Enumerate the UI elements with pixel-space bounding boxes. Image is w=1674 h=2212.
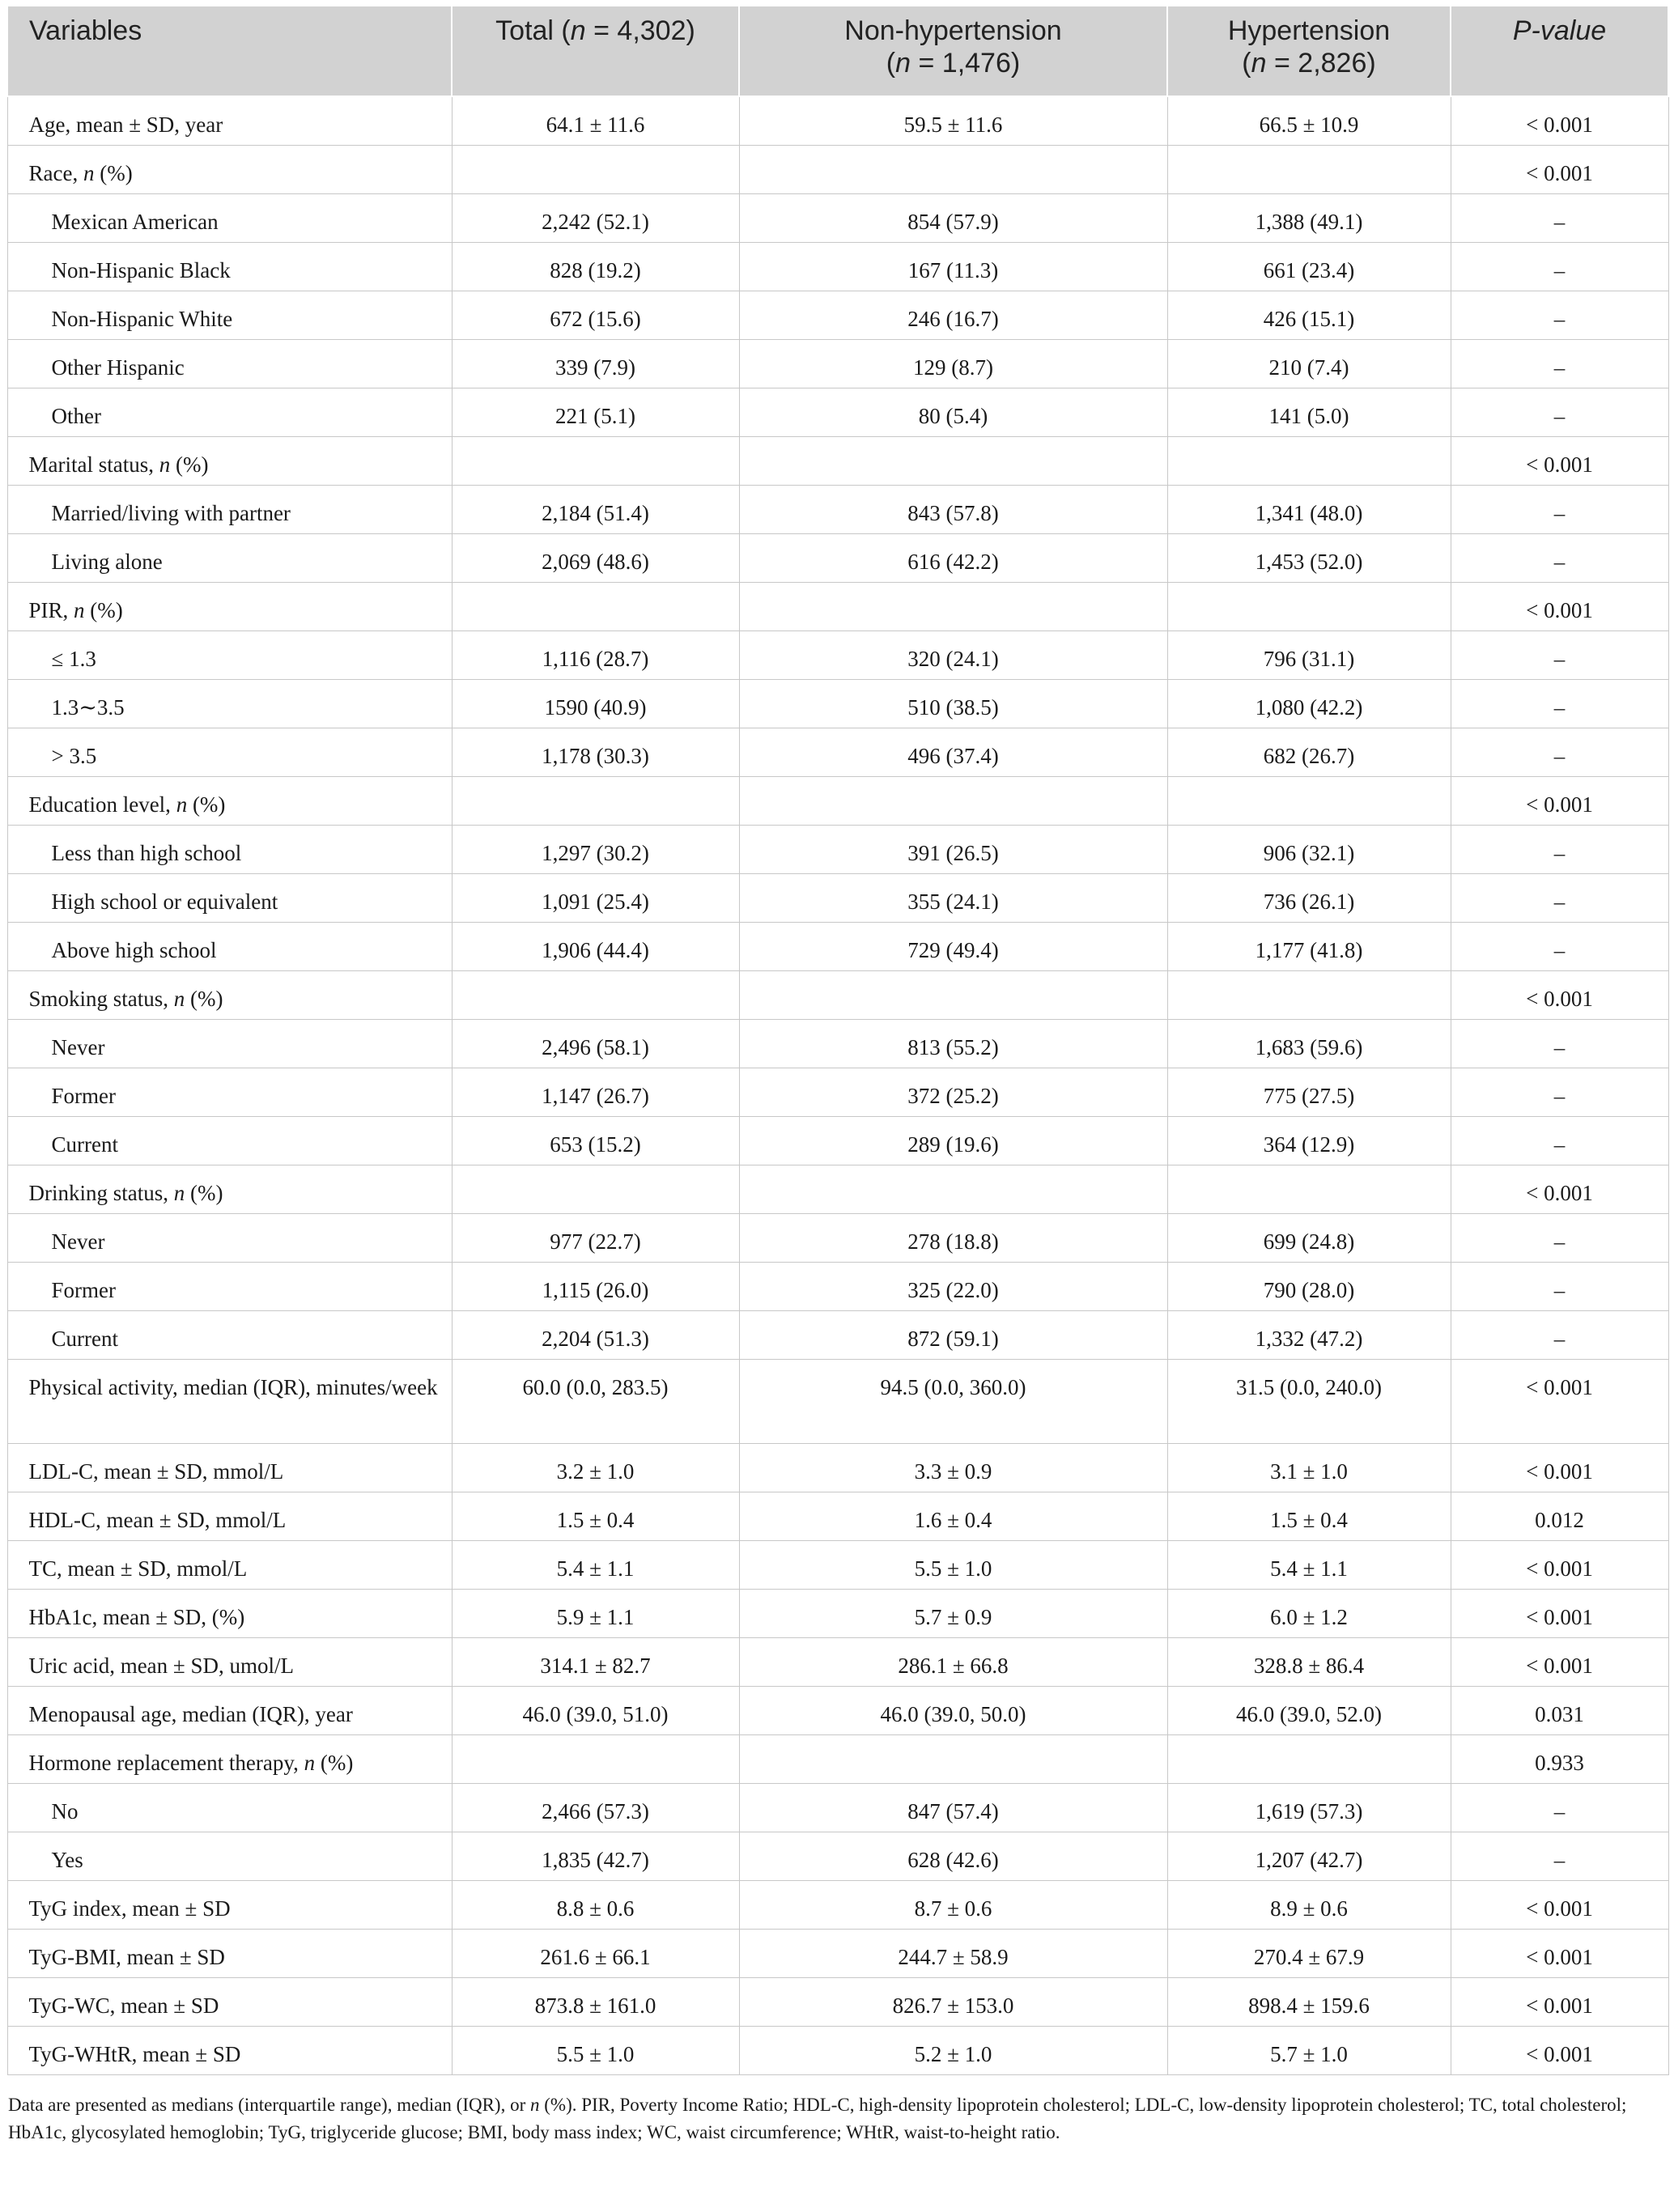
row-label: Former [7, 1262, 452, 1310]
cell-non-hypertension: 372 (25.2) [739, 1068, 1167, 1116]
cell-non-hypertension: 391 (26.5) [739, 825, 1167, 873]
cell-hypertension: 328.8 ± 86.4 [1167, 1637, 1451, 1686]
cell-p-value: – [1451, 873, 1668, 922]
cell-total: 1590 (40.9) [452, 679, 739, 728]
table-header [7, 6, 1668, 96]
table-row [7, 533, 1668, 582]
cell-non-hypertension: 325 (22.0) [739, 1262, 1167, 1310]
cell-non-hypertension: 510 (38.5) [739, 679, 1167, 728]
table-row [7, 1019, 1668, 1068]
table-row [7, 96, 1668, 145]
cell-total: 2,184 (51.4) [452, 485, 739, 533]
table-row [7, 291, 1668, 339]
cell-non-hypertension: 1.6 ± 0.4 [739, 1492, 1167, 1540]
cell-hypertension: 1,453 (52.0) [1167, 533, 1451, 582]
header-p-value [1451, 6, 1668, 96]
cell-non-hypertension: 246 (16.7) [739, 291, 1167, 339]
cell-p-value: < 0.001 [1451, 2026, 1668, 2074]
cell-hypertension: 1.5 ± 0.4 [1167, 1492, 1451, 1540]
cell-total: 1,116 (28.7) [452, 630, 739, 679]
row-label: TC, mean ± SD, mmol/L [7, 1540, 452, 1589]
cell-p-value: – [1451, 291, 1668, 339]
table-row [7, 1443, 1668, 1492]
header-nonhyp-n: n [895, 48, 911, 79]
cell-total: 1,835 (42.7) [452, 1832, 739, 1880]
row-label: Current [7, 1116, 452, 1165]
table-row [7, 1310, 1668, 1359]
cell-p-value: < 0.001 [1451, 970, 1668, 1019]
cell-total: 2,069 (48.6) [452, 533, 739, 582]
cell-hypertension: 1,388 (49.1) [1167, 193, 1451, 242]
table-row [7, 1686, 1668, 1734]
cell-p-value: – [1451, 1310, 1668, 1359]
table-row [7, 1977, 1668, 2026]
cell-p-value: – [1451, 1116, 1668, 1165]
cell-hypertension: 46.0 (39.0, 52.0) [1167, 1686, 1451, 1734]
cell-hypertension [1167, 436, 1451, 485]
cell-hypertension: 31.5 (0.0, 240.0) [1167, 1359, 1451, 1443]
table-row [7, 1832, 1668, 1880]
row-label: Education level, n (%) [7, 776, 452, 825]
cell-hypertension: 1,683 (59.6) [1167, 1019, 1451, 1068]
cell-hypertension: 898.4 ± 159.6 [1167, 1977, 1451, 2026]
cell-hypertension: 1,619 (57.3) [1167, 1783, 1451, 1832]
header-variables: Variables [7, 6, 452, 96]
table-row [7, 1262, 1668, 1310]
cell-total: 261.6 ± 66.1 [452, 1929, 739, 1977]
cell-total: 2,496 (58.1) [452, 1019, 739, 1068]
cell-p-value: < 0.001 [1451, 1589, 1668, 1637]
row-label: TyG index, mean ± SD [7, 1880, 452, 1929]
row-label: Physical activity, median (IQR), minutes/week [7, 1359, 452, 1443]
row-label: Drinking status, n (%) [7, 1165, 452, 1213]
cell-non-hypertension: 872 (59.1) [739, 1310, 1167, 1359]
row-label: High school or equivalent [7, 873, 452, 922]
cell-non-hypertension: 847 (57.4) [739, 1783, 1167, 1832]
cell-non-hypertension: 46.0 (39.0, 50.0) [739, 1686, 1167, 1734]
table-footnote: Data are presented as medians (interquartile range), median (IQR), or n (%). PIR, Poverty Income Ratio; HDL-C, high-density lipoprotein cholesterol; LDL-C, low-density lipoprotein cholesterol; TC, total cholesterol; HbA1c, glycosylated hemoglobin; TyG, triglyceride glucose; BMI, body mass index; WC, waist circumference; WHtR, waist-to-height ratio. [8, 2094, 1627, 2142]
row-label: Menopausal age, median (IQR), year [7, 1686, 452, 1734]
cell-p-value: – [1451, 1262, 1668, 1310]
table-row [7, 1540, 1668, 1589]
cell-non-hypertension [739, 436, 1167, 485]
cell-p-value: < 0.001 [1451, 1443, 1668, 1492]
table-row [7, 193, 1668, 242]
cell-hypertension: 66.5 ± 10.9 [1167, 96, 1451, 145]
table-row [7, 1213, 1668, 1262]
row-label: Yes [7, 1832, 452, 1880]
cell-hypertension [1167, 145, 1451, 193]
header-nonhyp-suffix: = 1,476) [911, 48, 1021, 79]
cell-hypertension: 6.0 ± 1.2 [1167, 1589, 1451, 1637]
cell-p-value: < 0.001 [1451, 436, 1668, 485]
cell-total: 1,115 (26.0) [452, 1262, 739, 1310]
cell-non-hypertension: 628 (42.6) [739, 1832, 1167, 1880]
header-hyp-n: n [1251, 48, 1267, 79]
cell-p-value: < 0.001 [1451, 776, 1668, 825]
table-row [7, 1637, 1668, 1686]
cell-non-hypertension: 320 (24.1) [739, 630, 1167, 679]
cell-total: 64.1 ± 11.6 [452, 96, 739, 145]
cell-non-hypertension: 496 (37.4) [739, 728, 1167, 776]
cell-non-hypertension: 616 (42.2) [739, 533, 1167, 582]
cell-non-hypertension: 729 (49.4) [739, 922, 1167, 970]
table-body [7, 96, 1668, 2074]
cell-hypertension: 661 (23.4) [1167, 242, 1451, 291]
cell-p-value: – [1451, 1783, 1668, 1832]
cell-p-value: < 0.001 [1451, 582, 1668, 630]
cell-total: 314.1 ± 82.7 [452, 1637, 739, 1686]
cell-p-value: – [1451, 533, 1668, 582]
header-hypertension [1167, 6, 1451, 96]
table-row [7, 339, 1668, 388]
cell-non-hypertension: 843 (57.8) [739, 485, 1167, 533]
cell-non-hypertension [739, 1165, 1167, 1213]
cell-non-hypertension: 5.5 ± 1.0 [739, 1540, 1167, 1589]
header-total-n: n [570, 15, 586, 46]
table-row [7, 436, 1668, 485]
cell-hypertension [1167, 1165, 1451, 1213]
cell-total: 60.0 (0.0, 283.5) [452, 1359, 739, 1443]
cell-non-hypertension: 80 (5.4) [739, 388, 1167, 436]
row-label: No [7, 1783, 452, 1832]
cell-total: 339 (7.9) [452, 339, 739, 388]
cell-hypertension: 906 (32.1) [1167, 825, 1451, 873]
cell-hypertension [1167, 582, 1451, 630]
table-row [7, 1783, 1668, 1832]
row-label: TyG-BMI, mean ± SD [7, 1929, 452, 1977]
cell-total [452, 1165, 739, 1213]
cell-total: 5.9 ± 1.1 [452, 1589, 739, 1637]
table-row [7, 145, 1668, 193]
cell-p-value: – [1451, 728, 1668, 776]
cell-hypertension: 682 (26.7) [1167, 728, 1451, 776]
cell-non-hypertension [739, 145, 1167, 193]
cell-total: 221 (5.1) [452, 388, 739, 436]
table-row [7, 2026, 1668, 2074]
cell-p-value: < 0.001 [1451, 1540, 1668, 1589]
cell-p-value: < 0.001 [1451, 1359, 1668, 1443]
cell-hypertension: 141 (5.0) [1167, 388, 1451, 436]
cell-total [452, 145, 739, 193]
row-label: Living alone [7, 533, 452, 582]
cell-hypertension: 8.9 ± 0.6 [1167, 1880, 1451, 1929]
header-total-prefix: Total ( [495, 15, 571, 46]
cell-non-hypertension: 813 (55.2) [739, 1019, 1167, 1068]
cell-total [452, 436, 739, 485]
cell-total: 1,178 (30.3) [452, 728, 739, 776]
cell-total: 2,466 (57.3) [452, 1783, 739, 1832]
header-hyp-prefix: ( [1242, 48, 1251, 79]
table-row [7, 728, 1668, 776]
cell-p-value: – [1451, 679, 1668, 728]
header-total-suffix: = 4,302) [585, 15, 695, 46]
cell-p-value: – [1451, 1019, 1668, 1068]
row-label: Age, mean ± SD, year [7, 96, 452, 145]
cell-hypertension: 1,332 (47.2) [1167, 1310, 1451, 1359]
row-label: > 3.5 [7, 728, 452, 776]
cell-non-hypertension: 826.7 ± 153.0 [739, 1977, 1167, 2026]
cell-non-hypertension: 8.7 ± 0.6 [739, 1880, 1167, 1929]
cell-p-value: 0.012 [1451, 1492, 1668, 1540]
cell-non-hypertension: 59.5 ± 11.6 [739, 96, 1167, 145]
row-label: Other [7, 388, 452, 436]
header-total [452, 6, 739, 96]
cell-hypertension: 426 (15.1) [1167, 291, 1451, 339]
cell-p-value: – [1451, 825, 1668, 873]
cell-hypertension [1167, 776, 1451, 825]
cell-non-hypertension [739, 582, 1167, 630]
table-row [7, 1116, 1668, 1165]
header-non-hypertension [739, 6, 1167, 96]
cell-total [452, 582, 739, 630]
cell-non-hypertension: 286.1 ± 66.8 [739, 1637, 1167, 1686]
cell-total: 873.8 ± 161.0 [452, 1977, 739, 2026]
cell-hypertension: 1,341 (48.0) [1167, 485, 1451, 533]
row-label: Less than high school [7, 825, 452, 873]
cell-hypertension: 796 (31.1) [1167, 630, 1451, 679]
table-row [7, 582, 1668, 630]
table-row [7, 388, 1668, 436]
cell-p-value: < 0.001 [1451, 1165, 1668, 1213]
table-row [7, 825, 1668, 873]
cell-total: 977 (22.7) [452, 1213, 739, 1262]
row-label: Non-Hispanic White [7, 291, 452, 339]
row-label: Other Hispanic [7, 339, 452, 388]
cell-total: 1,091 (25.4) [452, 873, 739, 922]
cell-total: 1,297 (30.2) [452, 825, 739, 873]
cell-hypertension: 270.4 ± 67.9 [1167, 1929, 1451, 1977]
row-label: HbA1c, mean ± SD, (%) [7, 1589, 452, 1637]
row-label: Marital status, n (%) [7, 436, 452, 485]
cell-hypertension: 790 (28.0) [1167, 1262, 1451, 1310]
cell-total: 1,906 (44.4) [452, 922, 739, 970]
table-row [7, 1165, 1668, 1213]
row-label: Uric acid, mean ± SD, umol/L [7, 1637, 452, 1686]
row-label: Smoking status, n (%) [7, 970, 452, 1019]
baseline-characteristics-table [6, 5, 1669, 2075]
cell-total: 2,204 (51.3) [452, 1310, 739, 1359]
cell-non-hypertension [739, 970, 1167, 1019]
header-hyp-title: Hypertension [1227, 15, 1391, 46]
cell-p-value: – [1451, 242, 1668, 291]
cell-p-value: < 0.001 [1451, 96, 1668, 145]
cell-total: 672 (15.6) [452, 291, 739, 339]
header-hyp-suffix: = 2,826) [1266, 48, 1376, 79]
cell-non-hypertension: 244.7 ± 58.9 [739, 1929, 1167, 1977]
table-row [7, 1359, 1668, 1443]
cell-total: 1,147 (26.7) [452, 1068, 739, 1116]
cell-total: 2,242 (52.1) [452, 193, 739, 242]
table-row [7, 1589, 1668, 1637]
row-label: Non-Hispanic Black [7, 242, 452, 291]
row-label: Former [7, 1068, 452, 1116]
cell-p-value: – [1451, 1213, 1668, 1262]
cell-total: 8.8 ± 0.6 [452, 1880, 739, 1929]
table-row [7, 1880, 1668, 1929]
cell-total: 3.2 ± 1.0 [452, 1443, 739, 1492]
row-label: Never [7, 1019, 452, 1068]
cell-p-value: – [1451, 388, 1668, 436]
cell-total [452, 1734, 739, 1783]
cell-non-hypertension: 5.7 ± 0.9 [739, 1589, 1167, 1637]
cell-hypertension [1167, 970, 1451, 1019]
table-row [7, 242, 1668, 291]
header-nonhyp-title: Non-hypertension [844, 15, 1062, 46]
cell-hypertension: 1,080 (42.2) [1167, 679, 1451, 728]
row-label: TyG-WHtR, mean ± SD [7, 2026, 452, 2074]
cell-hypertension: 775 (27.5) [1167, 1068, 1451, 1116]
row-label: ≤ 1.3 [7, 630, 452, 679]
table-row [7, 485, 1668, 533]
table-row [7, 970, 1668, 1019]
cell-p-value: – [1451, 630, 1668, 679]
row-label: TyG-WC, mean ± SD [7, 1977, 452, 2026]
cell-total: 1.5 ± 0.4 [452, 1492, 739, 1540]
table-row [7, 922, 1668, 970]
cell-hypertension: 5.4 ± 1.1 [1167, 1540, 1451, 1589]
cell-non-hypertension [739, 1734, 1167, 1783]
table-row [7, 1492, 1668, 1540]
header-nonhyp-prefix: ( [886, 48, 896, 79]
table-row [7, 1734, 1668, 1783]
header-p-value-label: P-value [1512, 15, 1607, 46]
cell-p-value: < 0.001 [1451, 1977, 1668, 2026]
table-row [7, 1929, 1668, 1977]
row-label: PIR, n (%) [7, 582, 452, 630]
cell-p-value: 0.933 [1451, 1734, 1668, 1783]
cell-p-value: 0.031 [1451, 1686, 1668, 1734]
row-label: Mexican American [7, 193, 452, 242]
row-label: HDL-C, mean ± SD, mmol/L [7, 1492, 452, 1540]
table-row [7, 679, 1668, 728]
cell-p-value: – [1451, 922, 1668, 970]
table-document [6, 5, 1668, 2146]
cell-hypertension: 364 (12.9) [1167, 1116, 1451, 1165]
cell-hypertension: 5.7 ± 1.0 [1167, 2026, 1451, 2074]
cell-non-hypertension [739, 776, 1167, 825]
cell-total: 46.0 (39.0, 51.0) [452, 1686, 739, 1734]
row-label: Never [7, 1213, 452, 1262]
cell-total: 5.5 ± 1.0 [452, 2026, 739, 2074]
cell-non-hypertension: 94.5 (0.0, 360.0) [739, 1359, 1167, 1443]
table-row [7, 630, 1668, 679]
cell-hypertension: 699 (24.8) [1167, 1213, 1451, 1262]
cell-hypertension: 1,177 (41.8) [1167, 922, 1451, 970]
cell-total [452, 970, 739, 1019]
row-label: Hormone replacement therapy, n (%) [7, 1734, 452, 1783]
row-label: LDL-C, mean ± SD, mmol/L [7, 1443, 452, 1492]
cell-p-value: – [1451, 193, 1668, 242]
row-label: Current [7, 1310, 452, 1359]
cell-non-hypertension: 167 (11.3) [739, 242, 1167, 291]
header-row [7, 6, 1668, 96]
cell-non-hypertension: 289 (19.6) [739, 1116, 1167, 1165]
table-row [7, 873, 1668, 922]
cell-hypertension: 3.1 ± 1.0 [1167, 1443, 1451, 1492]
cell-non-hypertension: 278 (18.8) [739, 1213, 1167, 1262]
cell-p-value: – [1451, 339, 1668, 388]
table-row [7, 776, 1668, 825]
cell-total [452, 776, 739, 825]
cell-total: 5.4 ± 1.1 [452, 1540, 739, 1589]
cell-hypertension: 210 (7.4) [1167, 339, 1451, 388]
cell-hypertension [1167, 1734, 1451, 1783]
cell-p-value: – [1451, 1068, 1668, 1116]
cell-non-hypertension: 3.3 ± 0.9 [739, 1443, 1167, 1492]
row-label: 1.3∼3.5 [7, 679, 452, 728]
cell-p-value: – [1451, 1832, 1668, 1880]
cell-p-value: < 0.001 [1451, 145, 1668, 193]
cell-p-value: < 0.001 [1451, 1880, 1668, 1929]
cell-non-hypertension: 854 (57.9) [739, 193, 1167, 242]
cell-non-hypertension: 355 (24.1) [739, 873, 1167, 922]
cell-non-hypertension: 5.2 ± 1.0 [739, 2026, 1167, 2074]
row-label: Married/living with partner [7, 485, 452, 533]
cell-p-value: – [1451, 485, 1668, 533]
cell-p-value: < 0.001 [1451, 1929, 1668, 1977]
row-label: Race, n (%) [7, 145, 452, 193]
cell-total: 653 (15.2) [452, 1116, 739, 1165]
cell-hypertension: 1,207 (42.7) [1167, 1832, 1451, 1880]
cell-non-hypertension: 129 (8.7) [739, 339, 1167, 388]
cell-p-value: < 0.001 [1451, 1637, 1668, 1686]
table-row [7, 1068, 1668, 1116]
row-label: Above high school [7, 922, 452, 970]
cell-hypertension: 736 (26.1) [1167, 873, 1451, 922]
cell-total: 828 (19.2) [452, 242, 739, 291]
